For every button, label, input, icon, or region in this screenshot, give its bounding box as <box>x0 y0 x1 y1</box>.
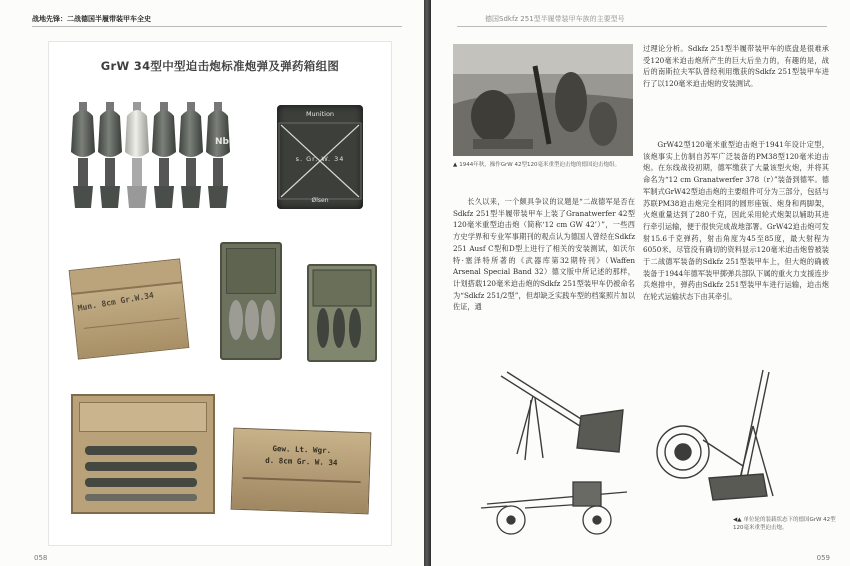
header-rule-left <box>32 26 402 27</box>
crate-label-bottom-2: d. 8cm Gr. W. 34 <box>265 455 338 468</box>
running-head-left: 战地先锋：二战德国半履带装甲车全史 <box>32 15 151 23</box>
shell-label: Nb <box>215 137 229 147</box>
caption-arrow-icon-2: ◀▲ <box>733 517 742 523</box>
mortar-shell-1 <box>71 102 95 208</box>
caption-arrow-icon: ▲ <box>453 162 458 168</box>
paragraph-continued: 过理论分析。Sdkfz 251型半履带装甲车的底盘是很难承受120毫米迫击炮所产生的巨大后坐力的，有趣的是，战后的南斯拉夫军队曾经利用缴获的Sdkfz 251型装甲车进行了以120毫米迫击炮的安装测试。 <box>643 44 829 89</box>
open-ammo-case-1 <box>220 242 282 360</box>
photo-caption-text: 1944年秋，操作GrW 42型120毫米重型迫击炮的德国迫击炮组。 <box>459 162 620 168</box>
mortar-shell-6 <box>206 102 230 208</box>
page-number-left: 058 <box>34 554 48 562</box>
ammo-box-dark <box>277 105 363 209</box>
plate-title: GrW 34型中型迫击炮标准炮弹及弹药箱组图 <box>100 59 340 73</box>
open-ammo-case-2 <box>307 264 377 362</box>
mortar-shell-4 <box>152 102 176 208</box>
drawing-caption-text: 单位轮的装载状态下的德国GrW 42型120毫米重型迫击炮。 <box>733 517 836 531</box>
mortar-shell-5 <box>179 102 203 208</box>
ammo-box-label-bottom: Ølsen <box>311 197 329 204</box>
page-number-right: 059 <box>816 554 830 562</box>
wooden-crate-bottom <box>231 428 372 515</box>
text-column-right <box>643 139 829 303</box>
right-page <box>431 0 850 566</box>
mortar-shell-2 <box>98 102 122 208</box>
mortar-shell-3 <box>125 102 149 208</box>
photo-caption <box>453 161 633 169</box>
ammo-box-label-mid: s. Gr. W. 34 <box>295 155 345 163</box>
mortar-drawing-wheeled <box>643 366 793 516</box>
text-column-top <box>643 43 829 90</box>
book-spine <box>424 0 431 566</box>
wooden-crate-mid <box>69 258 190 359</box>
paragraph-debate: 长久以来，一个颇具争议的议题是“二战德军是否在Sdkfz 251型半履带装甲车上装了Granatwerfer 42型120毫米重型迫击炮（简称‘12 cm GW 42’）”，一些西方史学界和专业军事期刊的观点认为德国人曾经在Sdkfz 251 Ausf C型和D型上进行了相关的安装测试，如沃尔特·塞泽特所著的《武器库第32期特刊》（Waffen Arsenal Special Band 32）德文版中所记述的那样，计划搭载120毫米迫击炮的Sdkfz 251型装甲车仍被命名为“Sdkfz 251/2型”，但却缺乏实践车型的档案照片加以佐证，通 <box>453 197 635 312</box>
mortar-crew-photo <box>453 44 633 156</box>
left-page <box>0 0 424 566</box>
mortar-drawing-firing <box>473 366 633 466</box>
mortar-drawing-transport <box>477 468 637 548</box>
crate-label-mid: Mun. 8cm Gr.W.34 <box>77 290 155 313</box>
mortar-shells-row <box>69 100 239 215</box>
open-long-crate <box>71 394 215 514</box>
paragraph-grw42: GrW42型120毫米重型迫击炮于1941年设计定型，该炮事实上仿制自苏军广泛装备的PM38型120毫米迫击炮。在东线战役初期，德军缴获了大量该型火炮，并将其命名为“12 cm Granatwerfer 378（r）”装备到德军。德军制式GrW42型迫击炮的主要组件可分为三部分，包括与苏联PM38迫击炮完全相同的圆形座钣、炮身和两脚架，火炮重量达到了280千克，因此采用轮式炮架以辅助其进行牵引运输，便于很快完成战地部署。GrW42迫击炮可发射15.6千克弹药，射击角度为45至85度，最大射程为6050米。尽管没有确切的资料显示120毫米迫击炮曾被装于二战德军装备的Sdkfz 251型装甲车上，但大炮的确被装备于1944年德军装甲掷弹兵部队下属的重火力支援连步兵炮排中，弹药由Sdkfz 251型装甲车进行运输，迫击炮在轮式运输状态下由其牵引。 <box>643 140 829 302</box>
text-column-left <box>453 196 635 313</box>
ammo-box-label-top: Munition <box>305 110 335 118</box>
crate-label-bottom-1: Gew. Lt. Wgr. <box>272 443 332 456</box>
drawing-caption <box>733 516 837 532</box>
ammunition-plate <box>48 41 392 546</box>
running-head-right: 德国Sdkfz 251型半履带装甲车族的主要型号 <box>485 15 625 23</box>
header-rule-right <box>457 26 827 27</box>
